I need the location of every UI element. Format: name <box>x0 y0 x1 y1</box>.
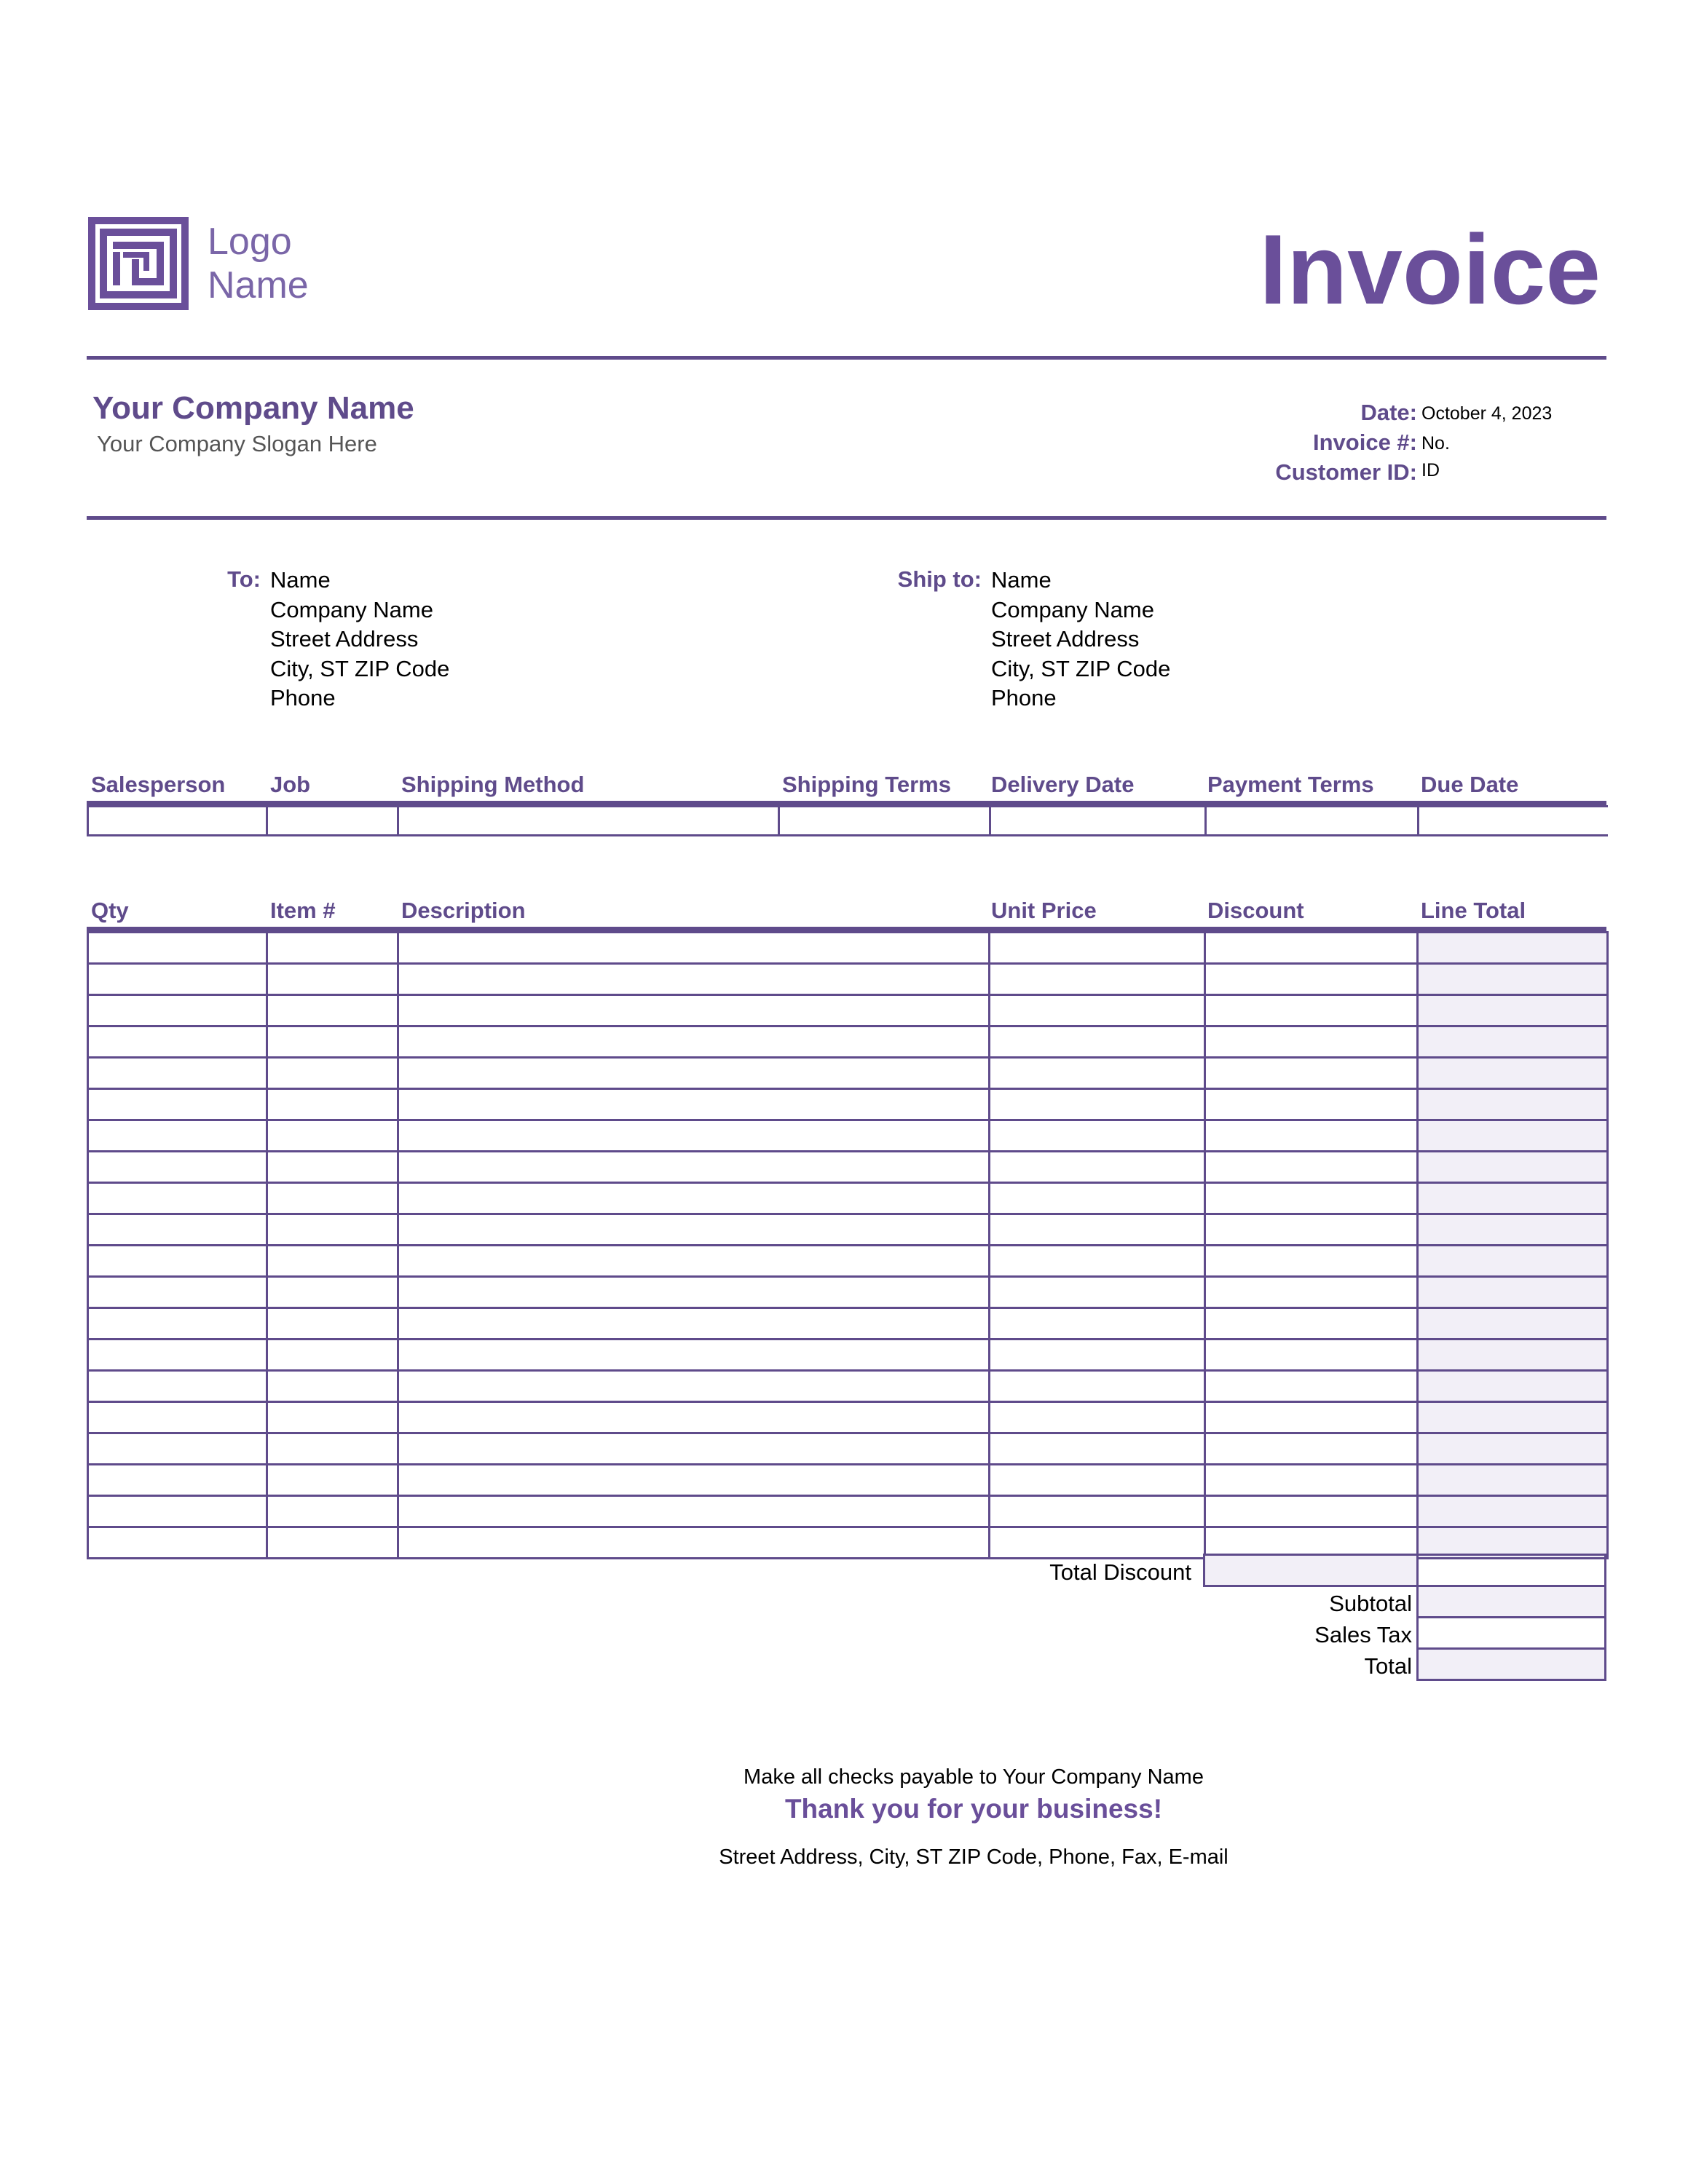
qty-cell[interactable] <box>88 1277 267 1308</box>
unit-price-cell[interactable] <box>990 1183 1205 1214</box>
bill-to-street: Street Address <box>270 626 419 652</box>
discount-cell[interactable] <box>1205 1465 1418 1496</box>
company-name: Your Company Name <box>92 390 414 426</box>
bill-to-company: Company Name <box>270 596 433 622</box>
ship-to-company: Company Name <box>991 596 1154 622</box>
item-number-cell[interactable] <box>267 1496 398 1527</box>
thank-you-message: Thank you for your business! <box>784 1794 1163 1824</box>
logo-line-2: Name <box>208 264 309 306</box>
delivery-date-cell[interactable] <box>990 807 1206 836</box>
item-number-cell[interactable] <box>267 1527 398 1559</box>
delivery-date-header: Delivery Date <box>991 772 1135 797</box>
description-cell[interactable] <box>398 1527 990 1559</box>
description-cell[interactable] <box>398 1308 990 1340</box>
item-number-cell[interactable] <box>267 1402 398 1433</box>
table-row <box>88 1058 1608 1089</box>
line-total-cell <box>1418 964 1608 995</box>
description-cell[interactable] <box>398 1183 990 1214</box>
unit-price-cell[interactable] <box>990 1152 1205 1183</box>
unit-price-cell[interactable] <box>990 1308 1205 1340</box>
item-number-cell[interactable] <box>267 1246 398 1277</box>
logo-line-1: Logo <box>208 221 292 263</box>
line-total-cell <box>1418 933 1608 964</box>
description-cell[interactable] <box>398 1246 990 1277</box>
unit-price-cell[interactable] <box>990 1089 1205 1120</box>
ship-to-address <box>991 566 1170 713</box>
table-row <box>88 1465 1608 1496</box>
logo-icon <box>88 217 189 310</box>
date-label: Date: <box>1360 400 1417 425</box>
payable-prefix: Make all checks payable to <box>744 1765 998 1789</box>
item-number-cell[interactable] <box>267 1340 398 1371</box>
item-number-cell[interactable] <box>267 1152 398 1183</box>
description-cell[interactable] <box>398 1058 990 1089</box>
line-total-cell <box>1418 1058 1608 1089</box>
total-discount-extra-cell <box>1416 1554 1606 1587</box>
unit-price-cell[interactable] <box>990 1120 1205 1152</box>
ship-to-phone: Phone <box>991 685 1057 711</box>
item-number-cell[interactable] <box>267 1433 398 1465</box>
unit-price-cell[interactable] <box>990 1402 1205 1433</box>
description-cell[interactable] <box>398 1340 990 1371</box>
shipping-terms-cell[interactable] <box>779 807 990 836</box>
shipping-table <box>87 805 1608 836</box>
unit-price-cell[interactable] <box>990 1465 1205 1496</box>
discount-cell[interactable] <box>1205 1058 1418 1089</box>
table-row <box>88 1183 1608 1214</box>
sales-tax-value[interactable] <box>1416 1616 1606 1650</box>
table-row <box>88 995 1608 1026</box>
job-header: Job <box>270 772 311 797</box>
table-row <box>88 1152 1608 1183</box>
table-row <box>88 1308 1608 1340</box>
invoice-number-value: No. <box>1421 433 1450 454</box>
qty-cell[interactable] <box>88 1152 267 1183</box>
description-cell[interactable] <box>398 1433 990 1465</box>
discount-cell[interactable] <box>1205 995 1418 1026</box>
qty-cell[interactable] <box>88 1214 267 1246</box>
table-row <box>88 1214 1608 1246</box>
total-discount-value[interactable] <box>1203 1554 1419 1587</box>
unit-price-cell[interactable] <box>990 1277 1205 1308</box>
table-row <box>88 1371 1608 1402</box>
shipping-method-cell[interactable] <box>398 807 779 836</box>
qty-cell[interactable] <box>88 1527 267 1559</box>
description-cell[interactable] <box>398 1089 990 1120</box>
table-row <box>88 964 1608 995</box>
company-slogan: Your Company Slogan Here <box>97 431 377 456</box>
table-row <box>88 1277 1608 1308</box>
qty-cell[interactable] <box>88 1340 267 1371</box>
qty-cell[interactable] <box>88 1371 267 1402</box>
line-total-cell <box>1418 1277 1608 1308</box>
bill-to-city: City, ST ZIP Code <box>270 655 450 681</box>
header-divider <box>87 356 1606 360</box>
line-total-cell <box>1418 1152 1608 1183</box>
unit-price-cell[interactable] <box>990 1246 1205 1277</box>
item-number-cell[interactable] <box>267 995 398 1026</box>
discount-cell[interactable] <box>1205 1120 1418 1152</box>
table-row <box>88 1089 1608 1120</box>
table-row <box>88 933 1608 964</box>
due-date-cell[interactable] <box>1419 807 1608 836</box>
shipping-method-header: Shipping Method <box>401 772 585 797</box>
table-row <box>88 1433 1608 1465</box>
description-cell[interactable] <box>398 1465 990 1496</box>
table-row <box>88 1496 1608 1527</box>
qty-cell[interactable] <box>88 1058 267 1089</box>
discount-cell[interactable] <box>1205 1340 1418 1371</box>
table-row <box>88 1402 1608 1433</box>
qty-cell[interactable] <box>88 964 267 995</box>
unit-price-cell[interactable] <box>990 1371 1205 1402</box>
sales-tax-label: Sales Tax <box>1314 1622 1412 1647</box>
unit-price-cell[interactable] <box>990 1214 1205 1246</box>
discount-cell[interactable] <box>1205 1089 1418 1120</box>
item-number-cell[interactable] <box>267 964 398 995</box>
customer-id-label: Customer ID: <box>1275 459 1417 485</box>
discount-cell[interactable] <box>1205 964 1418 995</box>
line-total-cell <box>1418 1340 1608 1371</box>
discount-cell[interactable] <box>1205 1277 1418 1308</box>
subtotal-label: Subtotal <box>1329 1591 1412 1616</box>
item-number-cell[interactable] <box>267 1089 398 1120</box>
line-total-header: Line Total <box>1421 898 1526 923</box>
invoice-title: Invoice <box>1259 214 1601 325</box>
payment-terms-cell[interactable] <box>1206 807 1419 836</box>
qty-cell[interactable] <box>88 1433 267 1465</box>
table-row <box>88 1026 1608 1058</box>
date-value: October 4, 2023 <box>1421 403 1553 424</box>
total-discount-label: Total Discount <box>1049 1559 1191 1585</box>
payable-line <box>130 1765 1688 1789</box>
qty-cell[interactable] <box>88 1246 267 1277</box>
description-header: Description <box>401 898 526 923</box>
shipping-row <box>88 807 1608 836</box>
unit-price-cell[interactable] <box>990 995 1205 1026</box>
footer-contact: Street Address, City, ST ZIP Code, Phone, Fax, E-mail <box>719 1845 1228 1869</box>
description-cell[interactable] <box>398 1371 990 1402</box>
discount-cell[interactable] <box>1205 1183 1418 1214</box>
customer-id-value: ID <box>1421 460 1440 480</box>
item-number-cell[interactable] <box>267 1058 398 1089</box>
description-cell[interactable] <box>398 995 990 1026</box>
logo-text <box>208 220 309 307</box>
unit-price-cell[interactable] <box>990 1527 1205 1559</box>
qty-cell[interactable] <box>88 1465 267 1496</box>
unit-price-cell[interactable] <box>990 1340 1205 1371</box>
line-total-cell <box>1418 1089 1608 1120</box>
unit-price-cell[interactable] <box>990 1058 1205 1089</box>
item-number-header: Item # <box>270 898 336 923</box>
unit-price-cell[interactable] <box>990 1433 1205 1465</box>
table-row <box>88 1246 1608 1277</box>
description-cell[interactable] <box>398 1402 990 1433</box>
line-total-cell <box>1418 1371 1608 1402</box>
description-cell[interactable] <box>398 1496 990 1527</box>
qty-cell[interactable] <box>88 1089 267 1120</box>
discount-cell[interactable] <box>1205 1152 1418 1183</box>
discount-cell[interactable] <box>1205 1026 1418 1058</box>
item-number-cell[interactable] <box>267 933 398 964</box>
discount-cell[interactable] <box>1205 1308 1418 1340</box>
line-total-cell <box>1418 1465 1608 1496</box>
shipping-terms-header: Shipping Terms <box>782 772 951 797</box>
line-total-cell <box>1418 995 1608 1026</box>
bill-to-phone: Phone <box>270 685 336 711</box>
qty-cell[interactable] <box>88 1402 267 1433</box>
discount-cell[interactable] <box>1205 1402 1418 1433</box>
ship-to-name: Name <box>991 567 1052 593</box>
item-number-cell[interactable] <box>267 1308 398 1340</box>
invoice-number-label: Invoice #: <box>1313 430 1417 455</box>
description-cell[interactable] <box>398 1214 990 1246</box>
item-number-cell[interactable] <box>267 1214 398 1246</box>
unit-price-cell[interactable] <box>990 1496 1205 1527</box>
qty-cell[interactable] <box>88 1496 267 1527</box>
ship-to-label: Ship to: <box>897 566 982 592</box>
line-total-cell <box>1418 1402 1608 1433</box>
line-total-cell <box>1418 1183 1608 1214</box>
payable-company: Your Company Name <box>1002 1765 1204 1789</box>
total-value[interactable] <box>1416 1647 1606 1681</box>
discount-cell[interactable] <box>1205 1246 1418 1277</box>
subtotal-value[interactable] <box>1416 1585 1606 1618</box>
item-number-cell[interactable] <box>267 1465 398 1496</box>
item-number-cell[interactable] <box>267 1277 398 1308</box>
item-number-cell[interactable] <box>267 1120 398 1152</box>
line-total-cell <box>1418 1433 1608 1465</box>
qty-cell[interactable] <box>88 1026 267 1058</box>
description-cell[interactable] <box>398 1120 990 1152</box>
due-date-header: Due Date <box>1421 772 1519 797</box>
discount-cell[interactable] <box>1205 1496 1418 1527</box>
discount-cell[interactable] <box>1205 1214 1418 1246</box>
line-total-cell <box>1418 1246 1608 1277</box>
description-cell[interactable] <box>398 933 990 964</box>
unit-price-cell[interactable] <box>990 1026 1205 1058</box>
qty-cell[interactable] <box>88 1120 267 1152</box>
qty-header: Qty <box>91 898 129 923</box>
bill-to-name: Name <box>270 567 331 593</box>
payment-terms-header: Payment Terms <box>1207 772 1374 797</box>
line-total-cell <box>1418 1496 1608 1527</box>
table-row <box>88 1340 1608 1371</box>
discount-cell[interactable] <box>1205 933 1418 964</box>
qty-cell[interactable] <box>88 1183 267 1214</box>
description-cell[interactable] <box>398 1026 990 1058</box>
line-total-cell <box>1418 1308 1608 1340</box>
line-total-cell <box>1418 1214 1608 1246</box>
unit-price-cell[interactable] <box>990 933 1205 964</box>
discount-header: Discount <box>1207 898 1304 923</box>
items-table <box>87 931 1609 1559</box>
info-divider <box>87 516 1606 520</box>
qty-cell[interactable] <box>88 995 267 1026</box>
table-row <box>88 1120 1608 1152</box>
qty-cell[interactable] <box>88 1308 267 1340</box>
bill-to-address <box>270 566 449 713</box>
salesperson-header: Salesperson <box>91 772 226 797</box>
item-number-cell[interactable] <box>267 1371 398 1402</box>
item-number-cell[interactable] <box>267 1026 398 1058</box>
job-cell[interactable] <box>267 807 398 836</box>
line-total-cell <box>1418 1120 1608 1152</box>
unit-price-header: Unit Price <box>991 898 1097 923</box>
ship-to-city: City, ST ZIP Code <box>991 655 1171 681</box>
ship-to-street: Street Address <box>991 626 1140 652</box>
bill-to-label: To: <box>227 566 261 592</box>
salesperson-cell[interactable] <box>88 807 267 836</box>
qty-cell[interactable] <box>88 933 267 964</box>
discount-cell[interactable] <box>1205 1433 1418 1465</box>
description-cell[interactable] <box>398 1277 990 1308</box>
unit-price-cell[interactable] <box>990 964 1205 995</box>
item-number-cell[interactable] <box>267 1183 398 1214</box>
discount-cell[interactable] <box>1205 1371 1418 1402</box>
description-cell[interactable] <box>398 964 990 995</box>
total-label: Total <box>1364 1653 1412 1679</box>
line-total-cell <box>1418 1026 1608 1058</box>
description-cell[interactable] <box>398 1152 990 1183</box>
